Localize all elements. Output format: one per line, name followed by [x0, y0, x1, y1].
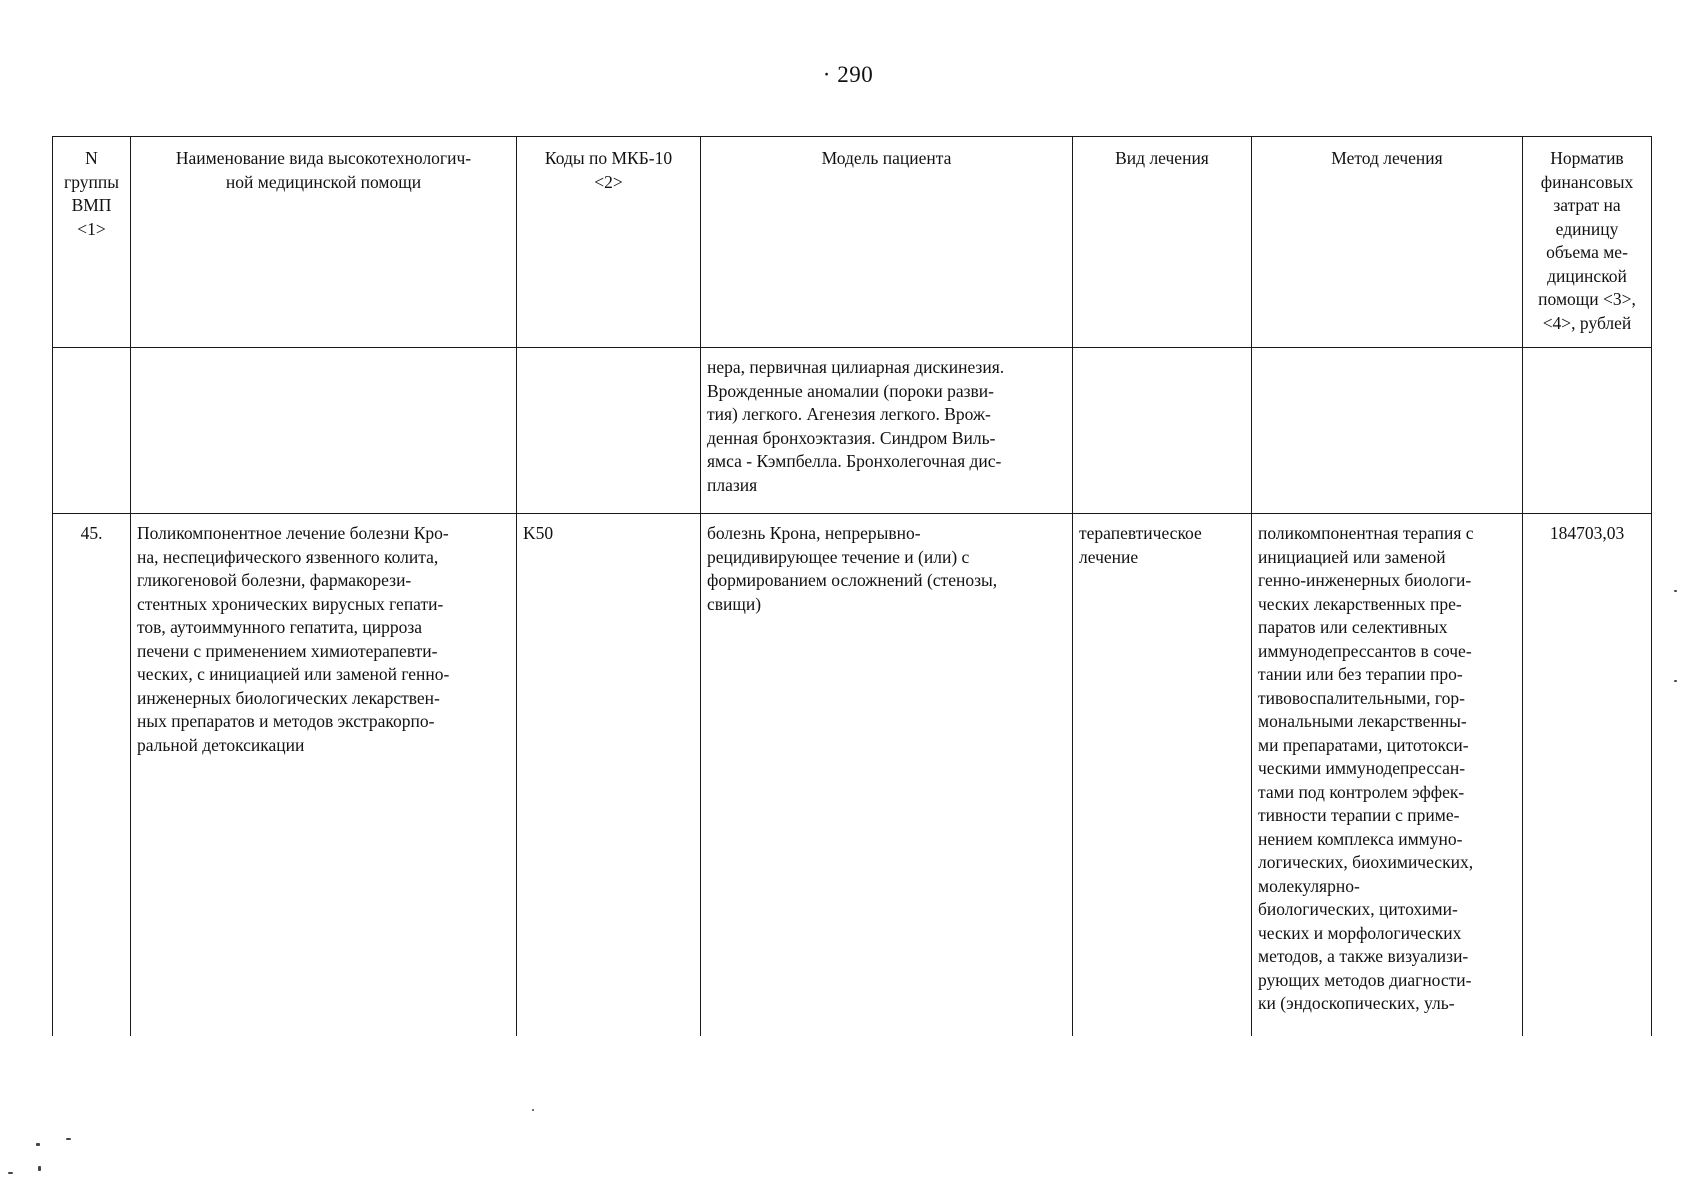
table-row-continuation	[53, 348, 1652, 514]
header-treatment-type: Вид лечения	[1073, 137, 1252, 348]
scan-speck	[36, 1143, 40, 1146]
header-icd10-codes: Коды по МКБ-10 <2>	[517, 137, 701, 348]
cell-patient-model: болезнь Крона, непрерывно- рецидивирующее течение и (или) с формированием осложнений (стенозы, свищи)	[701, 514, 1073, 1037]
header-patient-model: Модель пациента	[701, 137, 1073, 348]
scan-speck	[38, 1166, 41, 1171]
scan-speck	[532, 1109, 534, 1111]
page-number: · 290	[822, 62, 874, 87]
cell-codes: K50	[517, 514, 701, 1037]
header-care-type-name: Наименование вида высокотехнологич- ной медицинской помощи	[131, 137, 517, 348]
scan-speck	[8, 1172, 13, 1174]
cell-treatment-type: терапевтическое лечение	[1073, 514, 1252, 1037]
table-row-45	[53, 514, 1652, 1037]
table-header-row	[53, 137, 1652, 348]
scan-speck	[1674, 680, 1677, 682]
scan-speck	[1674, 590, 1677, 592]
cell-name	[131, 348, 517, 514]
vmp-table	[52, 136, 1652, 1036]
cell-group: 45.	[53, 514, 131, 1037]
header-treatment-method: Метод лечения	[1252, 137, 1523, 348]
cell-cost: 184703,03	[1523, 514, 1652, 1037]
cell-codes	[517, 348, 701, 514]
cell-patient-model: нера, первичная цилиарная дискинезия. Врожденные аномалии (пороки разви- тия) легкого. Агенезия легкого. Врож- денная бронхоэктазия. Синдром Виль- ямса - Кэмпбелла. Бронхолегочная дис- плазия	[701, 348, 1073, 514]
cell-cost	[1523, 348, 1652, 514]
scan-speck	[66, 1138, 71, 1140]
cell-treatment-type	[1073, 348, 1252, 514]
cell-treatment-method: поликомпонентная терапия с инициацией или заменой генно-инженерных биологи- ческих лекарственных пре- паратов или селективных иммунодепрессантов в соче- тании или без терапии про- тивовоспалительными, гор- мональными лекарственны- ми препаратами, цитотокси- ческими иммунодепрессан- тами под контролем эффек- тивности терапии с приме- нением комплекса иммуно- логических, биохимических, молекулярно- биологических, цитохими- ческих и морфологических методов, а также визуализи- рующих методов диагности- ки (эндоскопических, уль-	[1252, 514, 1523, 1037]
header-group-number: N группы ВМП <1>	[53, 137, 131, 348]
cell-name: Поликомпонентное лечение болезни Кро- на, неспецифического язвенного колита, гликогеновой болезни, фармакорези- стентных хронических вирусных гепати- тов, аутоиммунного гепатита, цирроза печени с применением химиотерапевти- ческих, с инициацией или заменой генно- инженерных биологических лекарствен- ных препаратов и методов экстракорпо- ральной детоксикации	[131, 514, 517, 1037]
cell-treatment-method	[1252, 348, 1523, 514]
header-cost-standard: Норматив финансовых затрат на единицу объема ме- дицинской помощи <3>, <4>, рублей	[1523, 137, 1652, 348]
cell-group	[53, 348, 131, 514]
